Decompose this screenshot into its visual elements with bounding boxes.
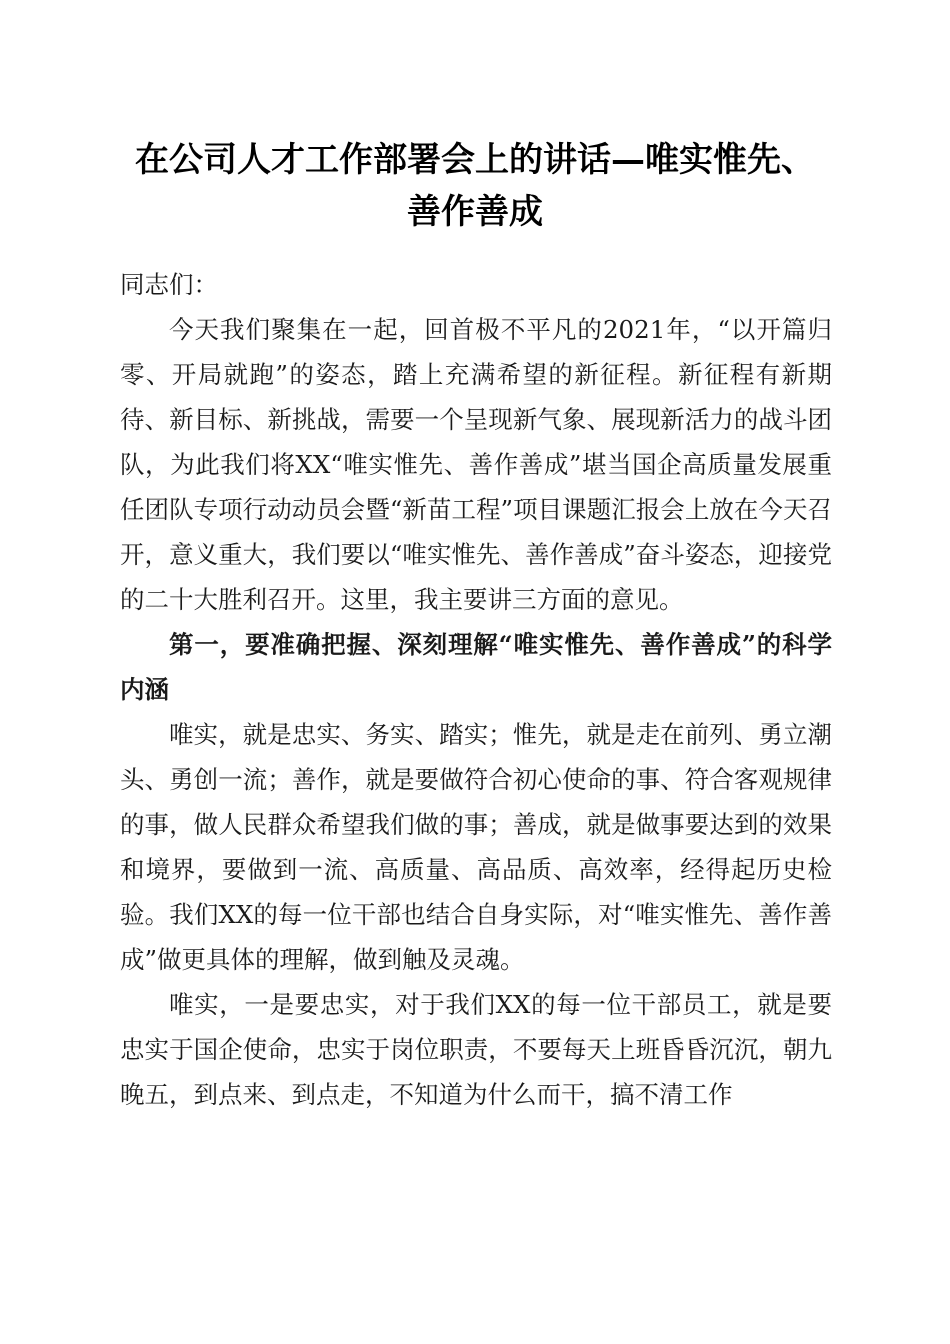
title-line-1: 在公司人才工作部署会上的讲话—唯实惟先、 [135,140,815,180]
paragraph-definition: 唯实，就是忠实、务实、踏实；惟先，就是走在前列、勇立潮头、勇创一流；善作，就是要做符合初心使命的事、符合客观规律的事，做人民群众希望我们做的事；善成，就是做事要达到的效果和境界，要做到一流、高质量、高品质、高效率，经得起历史检验。我们XX的每一位干部也结合自身实际，对“唯实惟先、善作善成”做更具体的理解，做到触及灵魂。 [120,720,832,974]
section-heading-1: 第一，要准确把握、深刻理解“唯实惟先、善作善成”的科学内涵 [120,630,832,704]
title-line-2: 善作善成 [407,192,543,232]
salutation: 同志们： [120,270,218,299]
paragraph-weishi: 唯实，一是要忠实，对于我们XX的每一位干部员工，就是要忠实于国企使命，忠实于岗位职责，不要每天上班昏昏沉沉，朝九晚五，到点来、到点走，不知道为什么而干，搞不清工作 [120,990,832,1109]
document-body [120,262,832,1117]
paragraph-intro: 今天我们聚集在一起，回首极不平凡的2021年，“以开篇归零、开局就跑”的姿态，踏上充满希望的新征程。新征程有新期待、新目标、新挑战，需要一个呈现新气象、展现新活力的战斗团队，为此我们将XX“唯实惟先、善作善成”堪当国企高质量发展重任团队专项行动动员会暨“新苗工程”项目课题汇报会上放在今天召开，意义重大，我们要以“唯实惟先、善作善成”奋斗姿态，迎接党的二十大胜利召开。这里，我主要讲三方面的意见。 [120,315,832,614]
document-title [100,134,850,238]
